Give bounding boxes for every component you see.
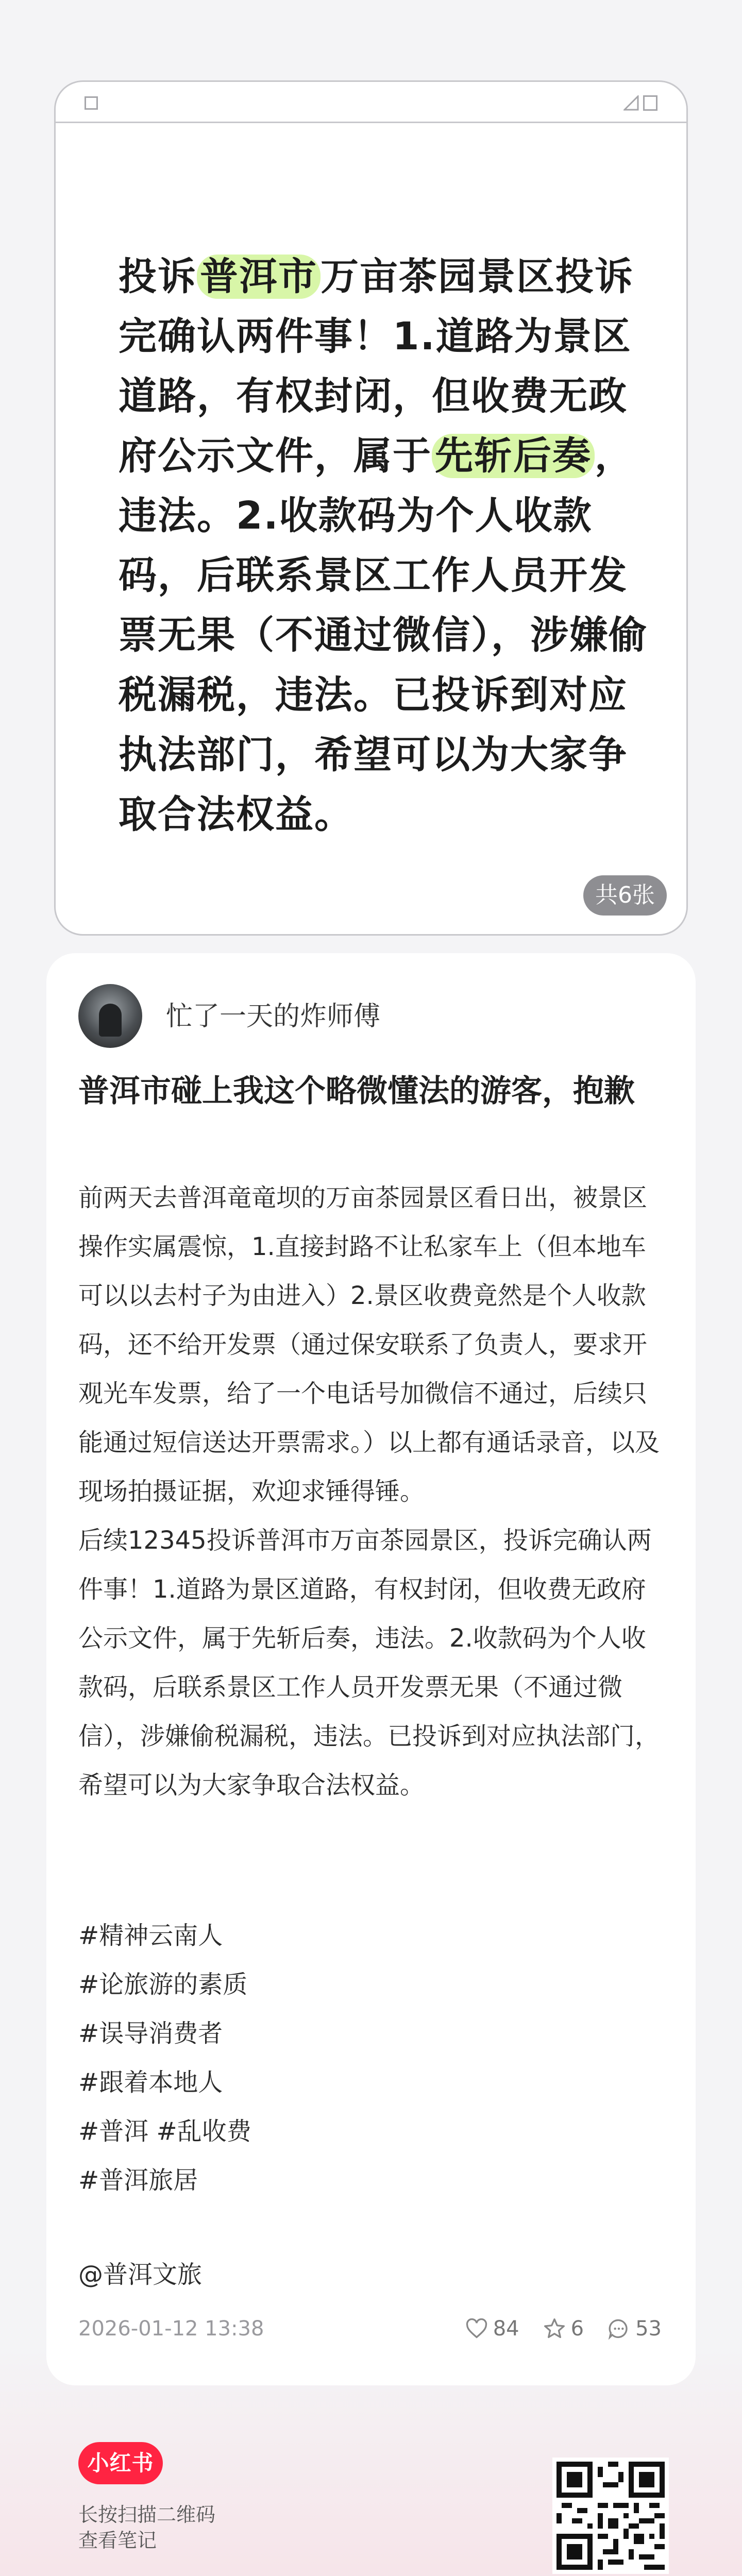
hashtag[interactable]: #跟着本地人 (78, 2068, 223, 2097)
cover-text-segment: 投诉 (119, 255, 197, 299)
like-count: 84 (493, 2317, 519, 2341)
hashtag[interactable]: #普洱 #乱收费 (78, 2117, 251, 2146)
post-stats (442, 2313, 662, 2344)
highlighted-phrase: 先斩后奏 (432, 434, 595, 478)
qr-code-icon[interactable] (552, 2458, 669, 2574)
brand-logo: 小红书 (78, 2442, 163, 2484)
heart-icon (465, 2317, 488, 2340)
mention-link[interactable]: @普洱文旅 (78, 2260, 203, 2289)
comment-icon (608, 2317, 630, 2340)
like-button[interactable] (465, 2317, 519, 2341)
hashtag[interactable]: #论旅游的素质 (78, 1970, 248, 1999)
scan-hint-line: 长按扫描二维码 (78, 2503, 216, 2526)
square-icon (85, 96, 98, 110)
cover-card[interactable] (54, 80, 688, 936)
post-paragraph: 前两天去普洱竜竜坝的万亩茶园景区看日出，被景区操作实属震惊，1.直接封路不让私家车上（但本地车可以以去村子为由进入）2.景区收费竟然是个人收款码，还不给开发票（通过保安联系了负责人，要求开观光车发票，给了一个电话号加微信不通过，后续只能通过短信送达开票需求。）以上都有通话录音，以及现场拍摄证据，欢迎求锤得锤。 (78, 1183, 660, 1506)
comment-button[interactable] (608, 2317, 662, 2341)
star-icon (543, 2317, 566, 2340)
scan-hint (78, 2502, 215, 2553)
collect-count: 6 (570, 2317, 584, 2341)
collect-button[interactable] (543, 2317, 584, 2341)
cover-text-segment: ，违法。2.收款码为个人收款码，后联系景区工作人员开发票无果（不通过微信），涉嫌偷税漏税，违法。已投诉到对应执法部门，希望可以为大家争取合法权益。 (119, 434, 648, 837)
post-card (46, 953, 696, 2385)
comment-count: 53 (635, 2317, 662, 2341)
post-body (78, 1174, 666, 1810)
image-count-badge: 共6张 (583, 875, 667, 916)
avatar[interactable] (78, 984, 142, 1048)
cover-text-segment: 万亩茶园景区投诉完确认两件事！1.道路为景区道路，有权封闭，但收费无政府公示文件，属于 (119, 255, 634, 478)
battery-icon (643, 95, 657, 111)
highlighted-phrase: 普洱市 (197, 255, 321, 299)
author-name[interactable]: 忙了一天的炸师傅 (166, 1001, 381, 1032)
cover-text (119, 247, 654, 844)
post-title: 普洱市碰上我这个略微懂法的游客，抱歉 (78, 1073, 635, 1109)
tag-list (78, 1911, 645, 2205)
hashtag[interactable]: #误导消费者 (78, 2019, 223, 2048)
signal-icon (623, 95, 639, 111)
post-paragraph: 后续12345投诉普洱市万亩茶园景区，投诉完确认两件事！1.道路为景区道路，有权封闭，但收费无政府公示文件，属于先斩后奏，违法。2.收款码为个人收款码，后联系景区工作人员开发票无果（不通过微信），涉嫌偷税漏税，违法。已投诉到对应执法部门，希望可以为大家争取合法权益。 (78, 1526, 660, 1800)
cover-toolbar (56, 82, 686, 123)
post-date: 2026-01-12 13:38 (78, 2317, 264, 2341)
author-row[interactable] (78, 984, 645, 1051)
hashtag[interactable]: #普洱旅居 (78, 2166, 198, 2195)
scan-hint-line: 查看笔记 (78, 2529, 157, 2552)
avatar-figure (99, 1004, 122, 1037)
hashtag[interactable]: #精神云南人 (78, 1921, 223, 1950)
